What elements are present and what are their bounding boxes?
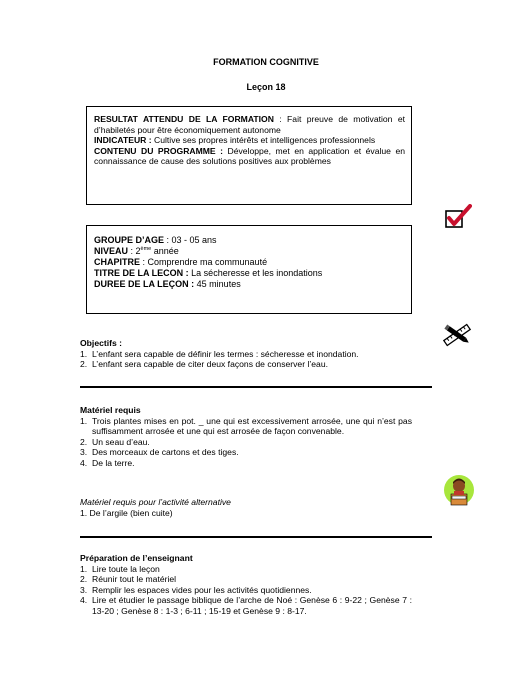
alt-materiel-item: 1. De l’argile (bien cuite) [80, 507, 173, 518]
list-item: 1. Trois plantes mises en pot. _ une qui est excessivement arrosée, une qui n’est pas suffisamment arrosée et une qui est arrosée de façon convenable. [80, 415, 412, 437]
list-item: 3. Remplir les espaces vides pour les activités quotidiennes. [80, 584, 312, 595]
resultat-text: : Fait preuve de motivation et d’habiletés pour être économiquement autonome [94, 114, 405, 135]
titre-line [94, 268, 405, 279]
checkbox-check-icon [444, 204, 472, 230]
preparation-list [80, 564, 412, 617]
indicateur-paragraph [94, 135, 405, 146]
lesson-info-box [86, 225, 412, 314]
section-divider [80, 536, 432, 538]
objectives-box [86, 106, 412, 205]
list-item: 1. L’enfant sera capable de définir les termes : sécheresse et inondation. [80, 348, 359, 359]
niveau-post: année [151, 246, 179, 256]
contenu-paragraph [94, 146, 405, 167]
list-item: 3. Des morceaux de cartons et des tiges. [80, 447, 239, 458]
chapitre-label: CHAPITRE [94, 257, 141, 267]
groupe-line [94, 235, 405, 246]
chapitre-text: : Comprendre ma communauté [140, 257, 268, 267]
list-item: 1. Lire toute la leçon [80, 563, 160, 574]
niveau-label: NIVEAU [94, 246, 129, 256]
contenu-label: CONTENU DU PROGRAMME : [94, 145, 224, 156]
objectifs-list [80, 349, 412, 370]
preparation-section [80, 553, 412, 617]
resultat-paragraph [94, 114, 405, 135]
child-reading-icon [443, 474, 475, 508]
section-divider [80, 386, 432, 388]
list-item: 2. Un seau d’eau. [80, 436, 150, 447]
indicateur-text: Cultive ses propres intérêts et intelligences professionnels [151, 135, 376, 146]
chapitre-line [94, 257, 405, 268]
list-item: 2. Réunir tout le matériel [80, 574, 177, 585]
niveau-pre: : 2 [128, 246, 141, 256]
objectifs-section [80, 338, 412, 370]
alt-materiel-title: Matériel requis pour l’activité alternative [80, 497, 231, 507]
duree-label: DUREE DE LA LEÇON : [94, 279, 195, 289]
alt-materiel-section [80, 497, 412, 518]
document-title: FORMATION COGNITIVE [213, 57, 319, 67]
materiel-section [80, 405, 412, 469]
niveau-line [94, 246, 405, 257]
pencil-ruler-icon [440, 322, 474, 348]
materiel-title: Matériel requis [80, 405, 141, 415]
list-item: 4. Lire et étudier le passage biblique de l’arche de Noé : Genèse 6 : 9-22 ; Genèse 7 : 13-20 ; Genèse 8 : 1-3 ; 6-11 ; 15-19 et Genèse 9 : 8-17. [80, 595, 412, 616]
groupe-label: GROUPE D’AGE [94, 235, 165, 245]
objectifs-title: Objectifs : [80, 338, 123, 348]
titre-text: La sécheresse et les inondations [188, 268, 323, 278]
duree-text: 45 minutes [194, 279, 241, 289]
groupe-text: : 03 - 05 ans [164, 235, 217, 245]
materiel-list [80, 416, 412, 469]
titre-label: TITRE DE LA LECON : [94, 268, 189, 278]
lesson-number: Leçon 18 [246, 82, 286, 92]
contenu-text: Développe, met en application et évalue en connaissance de cause des solutions positives aux problèmes [94, 145, 405, 167]
preparation-title: Préparation de l’enseignant [80, 553, 193, 563]
list-item: 2. L’enfant sera capable de citer deux façons de conserver l’eau. [80, 359, 329, 370]
resultat-label: RESULTAT ATTENDU DE LA FORMATION [94, 114, 274, 124]
duree-line [94, 279, 405, 290]
indicateur-label: INDICATEUR : [94, 135, 152, 146]
list-item: 4. De la terre. [80, 457, 135, 468]
niveau-sup: ème [140, 246, 152, 252]
